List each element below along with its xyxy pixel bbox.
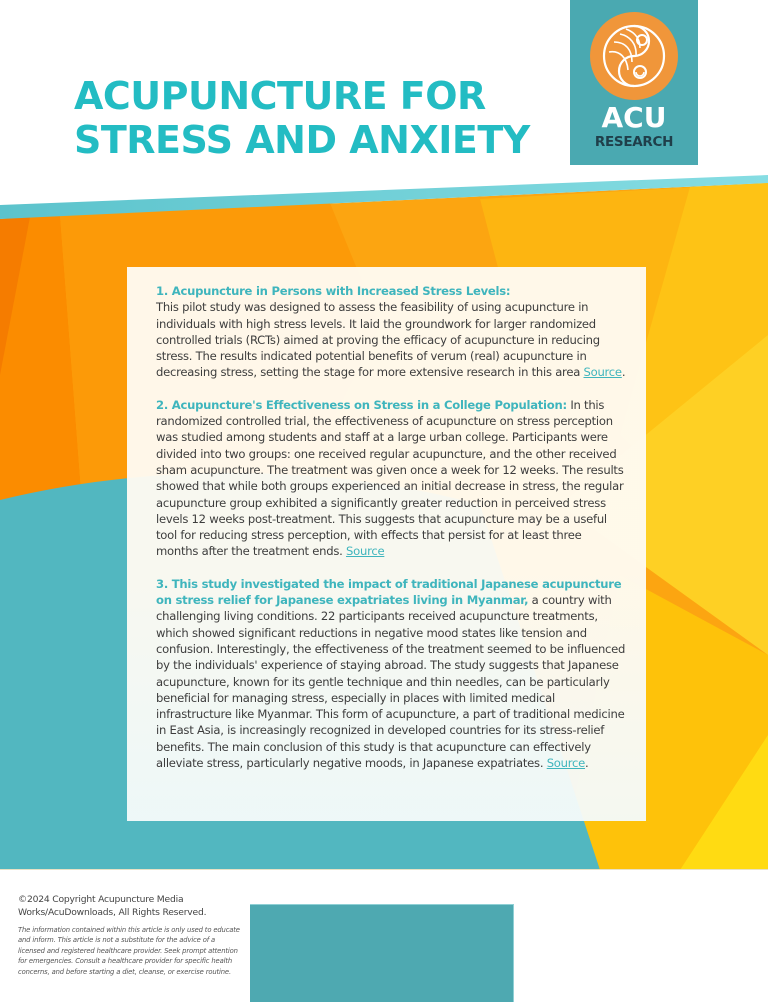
study-1-text: This pilot study was designed to assess the feasibility of using acupuncture in individuals with high stress levels. It laid the groundwork for larger randomized controlled trials (RCTs) aimed at proving the efficacy of acupuncture in reducing stress. The results indicated potential benefits of verum (real) acupuncture in decreasing stress, setting the stage for more extensive research in this area	[156, 300, 600, 380]
acu-research-logo	[570, 0, 698, 165]
studies-content-box	[127, 267, 646, 821]
study-2-heading: 2. Acupuncture's Effectiveness on Stress in a College Population:	[156, 397, 567, 412]
logo-brand-text: ACU	[601, 101, 667, 134]
page-title-line-1: ACUPUNCTURE FOR	[74, 74, 486, 118]
disclaimer-text: The information contained within this article is only used to educate and inform. This article is not a substitute for the advice of a licensed and registered healthcare provider. Seek prompt attention for emergencies. Consult a healthcare provider for specific health concerns, and before starting a diet, cleanse, or exercise routine.	[18, 926, 240, 976]
study-3-source-link[interactable]: Source	[546, 756, 586, 771]
yin-yang-icon	[590, 12, 678, 100]
study-1-heading: 1. Acupuncture in Persons with Increased Stress Levels:	[156, 284, 511, 298]
study-3	[156, 576, 626, 772]
study-3-text: a country with challenging living conditions. 22 participants received acupuncture treatments, which showed significant reductions in negative mood states like tension and confusion. Interestingly, the effectiveness of the treatment seemed to be influenced by the individuals' experience of staying abroad. The study suggests that Japanese acupuncture, known for its gentle technique and thin needles, can be particularly beneficial for managing stress, especially in places with limited medical infrastructure like Myanmar. This form of acupuncture, a part of traditional medicine in East Asia, is increasingly recognized in developed countries for its stress-relief benefits. The main conclusion of this study is that acupuncture can effectively alleviate stress, particularly negative moods, in Japanese expatriates.	[156, 593, 626, 771]
footer-divider	[0, 869, 768, 870]
study-2	[156, 397, 626, 560]
logo-subbrand-text: RESEARCH	[594, 134, 674, 150]
footer-teal-block	[250, 904, 514, 1002]
study-2-text: In this randomized controlled trial, the effectiveness of acupuncture on stress perception was studied among students and staff at a large urban college. Participants were divided into two groups: one received regular acupuncture, and the other received sham acupuncture. The treatment was given once a week for 12 weeks. The results showed that while both groups experienced an initial decrease in stress, the regular acupuncture group exhibited a significantly greater reduction in perceived stress levels 12 weeks post-treatment. This suggests that acupuncture may be a useful tool for reducing stress perception, with effects that persist for at least three months after the treatment ends.	[156, 397, 624, 559]
study-1	[156, 283, 626, 381]
study-1-source-link[interactable]: Source	[583, 365, 622, 380]
study-1-punctuation: .	[621, 365, 626, 380]
study-3-heading: 3. This study investigated the impact of traditional Japanese acupuncture on stress relief for Japanese expatriates living in Myanmar,	[156, 576, 622, 608]
page-title	[74, 74, 554, 162]
copyright-text: ©2024 Copyright Acupuncture Media Works/AcuDownloads, All Rights Reserved.	[18, 894, 207, 918]
study-3-punctuation: .	[585, 756, 589, 771]
page-title-line-2: STRESS AND ANXIETY	[74, 118, 530, 162]
study-2-source-link[interactable]: Source	[346, 544, 385, 559]
